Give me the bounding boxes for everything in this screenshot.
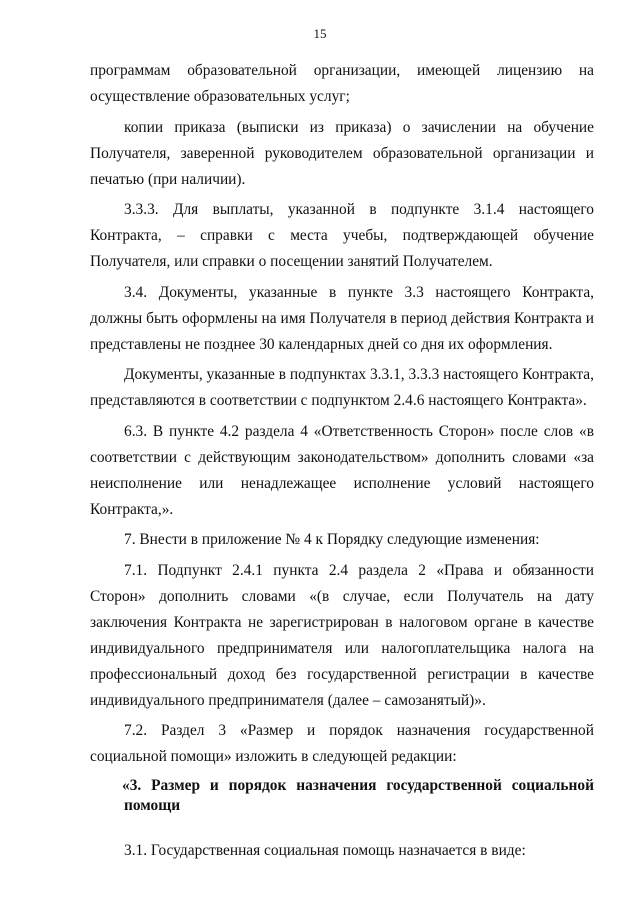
paragraph-order-copy: копии приказа (выписки из приказа) о зачислении на обучение Получателя, заверенной руководителем образовательной организации и печатью (при наличии). [90, 118, 594, 188]
paragraph-6-3: 6.3. В пункте 4.2 раздела 4 «Ответственность Сторон» после слов «в соответствии с действующим законодательством» дополнить словами «за неисполнение или ненадлежащее исполнение условий настоящего Контракта,». [90, 422, 594, 518]
paragraph-7-2: 7.2. Раздел 3 «Размер и порядок назначения государственной социальной помощи» изложить в следующей редакции: [90, 722, 594, 765]
paragraph-3-1: 3.1. Государственная социальная помощь назначается в виде: [124, 842, 526, 859]
paragraph-3-4: 3.4. Документы, указанные в пункте 3.3 настоящего Контракта, должны быть оформлены на имя Получателя в период действия Контракта и представлены не позднее 30 календарных дней со дня их оформления. [90, 283, 594, 353]
paragraph-7: 7. Внести в приложение № 4 к Порядку следующие изменения: [124, 531, 540, 548]
paragraph-documents: Документы, указанные в подпунктах 3.3.1, 3.3.3 настоящего Контракта, представляются в соответствии с подпунктом 2.4.6 настоящего Контракта». [90, 366, 594, 409]
page-number: 15 [313, 26, 327, 41]
document-body [90, 58, 594, 869]
section-3-heading: «3. Размер и порядок назначения государственной социальной помощи [122, 777, 594, 814]
paragraph-3-3-3: 3.3.3. Для выплаты, указанной в подпункте 3.1.4 настоящего Контракта, – справки с места учебы, подтверждающей обучение Получателя, или справки о посещении занятий Получателем. [90, 201, 594, 270]
paragraph-continuation: программам образовательной организации, имеющей лицензию на осуществление образовательных услуг; [90, 62, 594, 105]
paragraph-7-1: 7.1. Подпункт 2.4.1 пункта 2.4 раздела 2 «Права и обязанности Сторон» дополнить словами «(в случае, если Получатель на дату заключения Контракта не зарегистрирован в налоговом органе в качестве индивидуального предпринимателя или налогоплательщика налога на профессиональный доход без государственной регистрации в качестве индивидуального предпринимателя (далее – самозанятый)». [90, 561, 594, 709]
